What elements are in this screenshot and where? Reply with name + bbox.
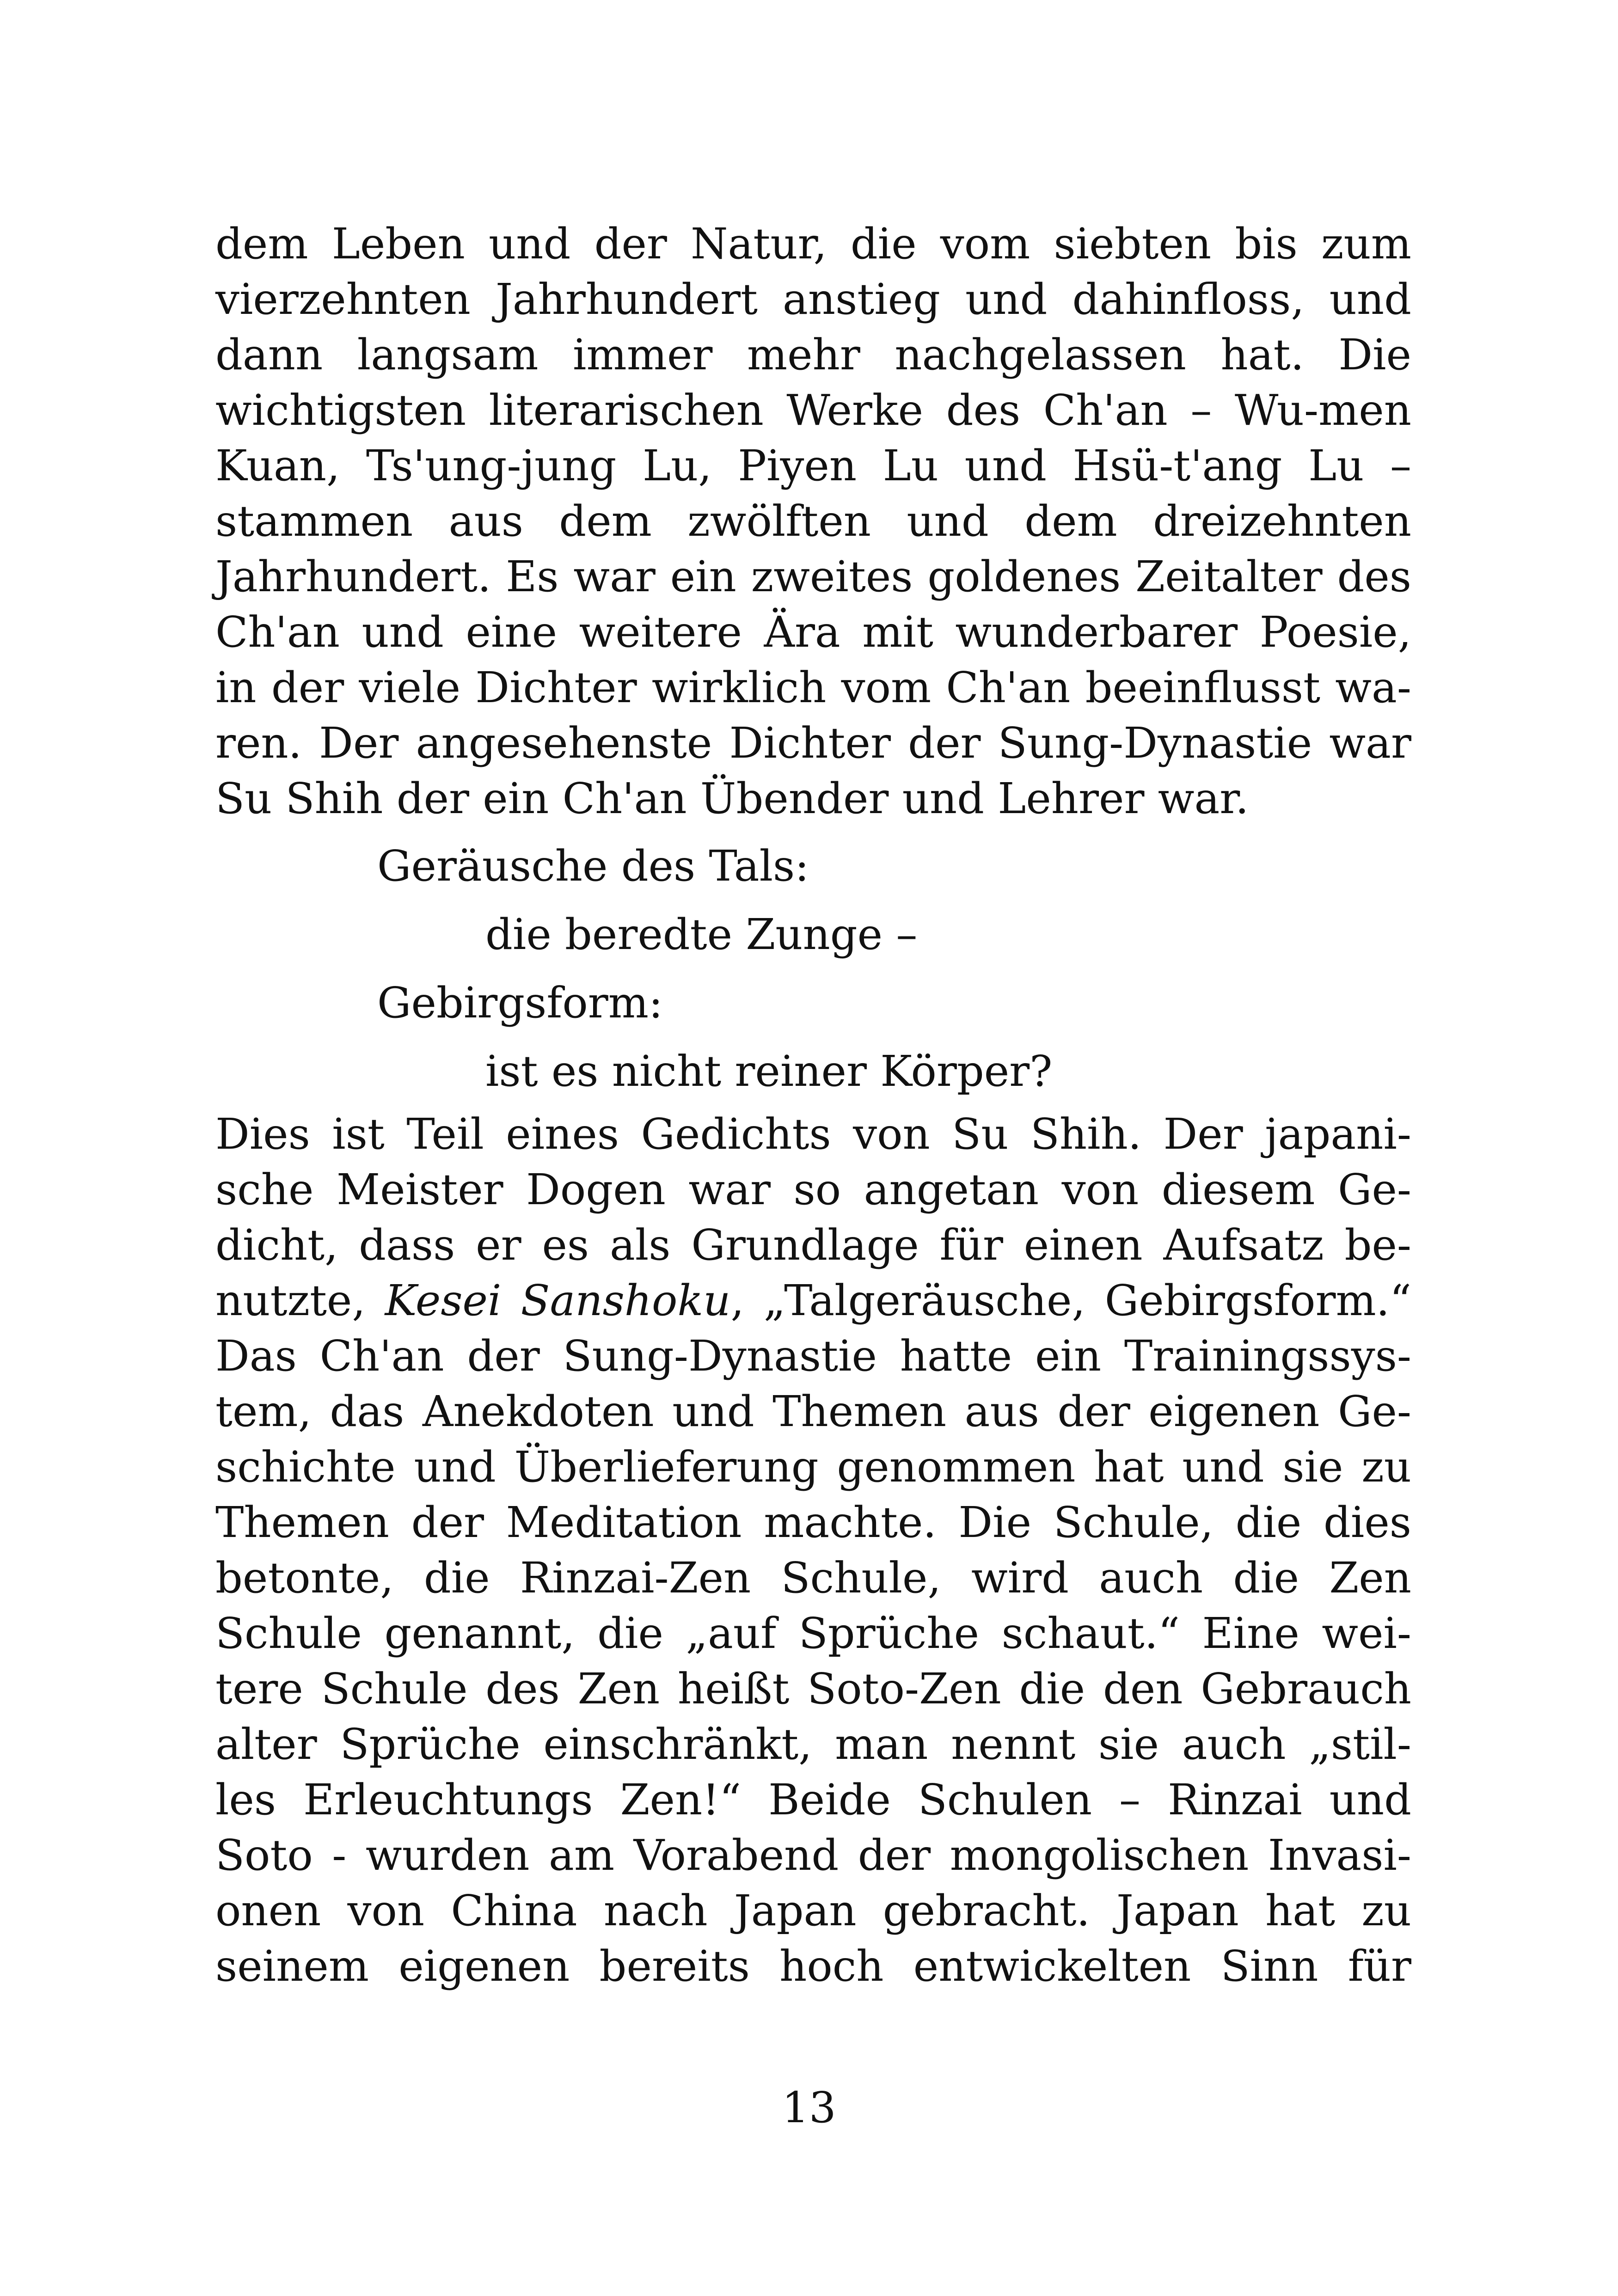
text-line: ren. Der angesehenste Dichter der Sung-Dynastie war <box>215 718 1411 768</box>
text-line: alter Sprüche einschränkt, man nennt sie auch „stil- <box>215 1720 1411 1769</box>
text-line: tere Schule des Zen heißt Soto-Zen die den Gebrauch <box>215 1664 1411 1714</box>
text-line: dem Leben und der Natur, die vom siebten bis zum <box>215 219 1411 269</box>
text-line: sche Meister Dogen war so angetan von diesem Ge- <box>215 1165 1411 1214</box>
text-line: Su Shih der ein Ch'an Übender und Lehrer war. <box>215 774 1249 823</box>
text-line: Themen der Meditation machte. Die Schule, die dies <box>215 1498 1411 1547</box>
line-prefix: nutzte, <box>215 1276 385 1325</box>
text-line: in der viele Dichter wirklich vom Ch'an beeinflusst wa- <box>215 663 1411 712</box>
essay-title: Kesei Sanshoku <box>385 1276 731 1325</box>
text-line-with-title <box>215 1273 1411 1329</box>
paragraph-2 <box>215 1107 1411 1994</box>
text-line: dicht, dass er es als Grundlage für einen Aufsatz be- <box>215 1220 1411 1270</box>
text-line: onen von China nach Japan gebracht. Japan hat zu <box>215 1886 1411 1935</box>
text-line: seinem eigenen bereits hoch entwickelten Sinn für <box>215 1941 1411 1991</box>
poem-quote <box>0 832 1618 1106</box>
text-line: Jahrhundert. Es war ein zweites goldenes Zeitalter des <box>215 552 1411 601</box>
line-suffix: , „Talgeräusche, Gebirgsform.“ <box>730 1276 1411 1325</box>
poem-line: ist es nicht reiner Körper? <box>485 1047 1053 1096</box>
text-line: Ch'an und eine weitere Ära mit wunderbarer Poesie, <box>215 607 1411 657</box>
text-line: les Erleuchtungs Zen!“ Beide Schulen – Rinzai und <box>215 1775 1411 1825</box>
text-line: stammen aus dem zwölften und dem dreizehnten <box>215 496 1411 546</box>
text-line: betonte, die Rinzai-Zen Schule, wird auch die Zen <box>215 1553 1411 1603</box>
text-line: tem, das Anekdoten und Themen aus der eigenen Ge- <box>215 1387 1411 1436</box>
text-line: schichte und Überlieferung genommen hat und sie zu <box>215 1442 1411 1492</box>
text-line: Kuan, Ts'ung-jung Lu, Piyen Lu und Hsü-t'ang Lu – <box>215 441 1411 490</box>
poem-line: Gebirgsform: <box>377 978 663 1028</box>
text-line: vierzehnten Jahrhundert anstieg und dahinfloss, und <box>215 275 1411 324</box>
page-number: 13 <box>782 2083 836 2132</box>
text-line: Schule genannt, die „auf Sprüche schaut.“ Eine wei- <box>215 1609 1411 1658</box>
text-line: Dies ist Teil eines Gedichts von Su Shih. Der japani- <box>215 1109 1411 1159</box>
text-line: Das Ch'an der Sung-Dynastie hatte ein Trainingssys- <box>215 1331 1411 1381</box>
paragraph-1 <box>215 216 1411 827</box>
text-line: wichtigsten literarischen Werke des Ch'an – Wu-men <box>215 386 1411 435</box>
poem-line: Geräusche des Tals: <box>377 841 809 891</box>
text-line: Soto - wurden am Vorabend der mongolischen Invasi- <box>215 1831 1411 1880</box>
poem-line: die beredte Zunge – <box>485 910 918 959</box>
text-line: dann langsam immer mehr nachgelassen hat. Die <box>215 330 1411 380</box>
